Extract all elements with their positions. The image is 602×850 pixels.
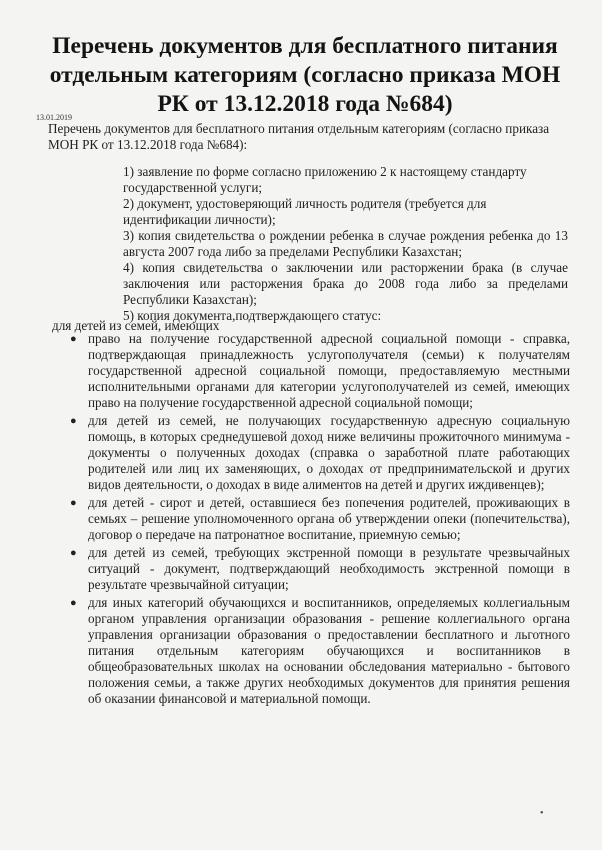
subheading: для детей из семей, имеющих [52,318,220,333]
bullet-text: для детей из семей, не получающих государственную адресную социальную помощь, в которых среднедушевой доход ниже величины прожиточного минимума - документы о полученных доходах (справка о заработной плате работающих родителей или лиц их заменяющих, о доходах от предпринимательской и других видов деятельности, о доходах в виде алиментов на детей и других иждивенцев); [88,413,570,492]
list-item-5: 5) копия документа,подтверждающего статус: [123,308,382,323]
bullet-icon: ● [70,415,77,427]
bullet-icon: ● [70,597,77,609]
list-item-4: 4) копия свидетельства о заключении или расторжении брака (в случае заключения или расторжения брака до 2008 года либо за пределами Республики Казахстан); [123,260,568,307]
bullet-text: для детей из семей, требующих экстренной помощи в результате чрезвычайных ситуаций - документ, подтверждающий необходимость экстренной помощи в результате чрезвычайной ситуации; [88,545,570,592]
page-title: Перечень документов для бесплатного питания отдельным категориям (согласно приказа МОН РК от 13.12.2018 года №684) [49,33,561,117]
numbered-list [123,164,568,324]
bullet-item [70,413,570,493]
bullet-text: для иных категорий обучающихся и воспитанников, определяемых коллегиальным органом управления организации образования - решение коллегиального органа управления организации образования о предоставлении бесплатного и льготного питания отдельным категориям обучающихся и воспитанников в общеобразовательных школах на основании обследования материально - бытового положения семьи, а также других необходимых документов для принятия решения об оказании финансовой и материальной помощи. [88,595,570,706]
bullet-icon: ● [70,547,77,559]
bullet-item [70,331,570,411]
bullet-item [70,495,570,543]
bullet-item [70,595,570,707]
bullet-icon: ● [70,497,77,509]
bullet-item [70,545,570,593]
list-item-1: 1) заявление по форме согласно приложению 2 к настоящему стандарту государственной услуги; [123,164,527,195]
bullet-text: право на получение государственной адресной социальной помощи - справка, подтверждающая принадлежность услугополучателя (семьи) к получателям государственной адресной социальной помощи, предоставляемую местными исполнительными органами для категории услугополучателей из семей, имеющих право на получение государственной адресной социальной помощи; [88,331,570,410]
list-item-3: 3) копия свидетельства о рождении ребенка в случае рождения ребенка до 13 августа 2007 года либо за пределами Республики Казахстан; [123,228,568,259]
list-item-2: 2) документ, удостоверяющий личность родителя (требуется для идентификации личности); [123,196,487,227]
bullet-text: для детей - сирот и детей, оставшиеся без попечения родителей, проживающих в семьях – решение уполномоченного органа об утверждении опеки (попечительства), договор о передаче на патронатное воспитание, приемную семью; [88,495,570,542]
intro-paragraph: Перечень документов для бесплатного питания отдельным категориям (согласно приказа МОН РК от 13.12.2018 года №684): [48,121,550,152]
stray-mark: • [540,808,544,819]
bullet-list [70,331,570,709]
bullet-icon: ● [70,333,77,345]
document-date: 13.01.2019 [36,113,72,122]
